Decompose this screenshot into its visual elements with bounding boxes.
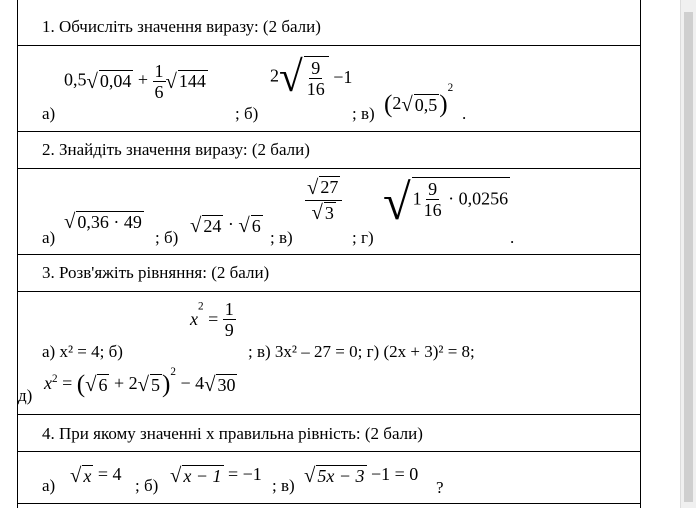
- fraction: [422, 180, 444, 219]
- task3-d-expression: [44, 366, 237, 399]
- task4-end: ?: [436, 478, 444, 497]
- row-divider: [17, 451, 641, 452]
- task4-title: 4. При якому значенні х правильна рівність: (2 бали): [42, 424, 423, 443]
- sqrt: √ 24: [190, 215, 222, 238]
- denominator: 16: [306, 79, 325, 99]
- task2-a-label: а): [42, 228, 56, 247]
- radicand: 5x − 3: [317, 465, 365, 486]
- task3-line1-rest: ; в) 3x² – 27 = 0; г) (2x + 3)² = 8;: [248, 342, 475, 361]
- operator: ·: [227, 214, 234, 234]
- task4-a-expression: [70, 464, 122, 487]
- numerator: 1: [224, 299, 234, 319]
- denominator: 6: [154, 82, 164, 102]
- operator: − 4: [180, 373, 205, 393]
- row-divider: [17, 168, 641, 169]
- exponent: 2: [447, 82, 454, 94]
- operator: =: [208, 309, 219, 329]
- sqrt: √ 5: [137, 374, 160, 397]
- sqrt: √ 5x − 3: [304, 465, 365, 488]
- task1-v-label: ; в): [352, 104, 375, 123]
- task2-title: 2. Знайдіть значення виразу: (2 бали): [42, 140, 310, 159]
- radicand: 5: [151, 374, 160, 395]
- sqrt: √ 27: [307, 176, 339, 199]
- row-divider: [17, 414, 641, 415]
- task4-b-label: ; б): [135, 476, 159, 495]
- task1-a-label: а): [42, 104, 56, 123]
- radicand: 144: [178, 71, 206, 92]
- task4-b-expression: [170, 464, 262, 487]
- operator: −1: [333, 67, 353, 88]
- radicand: 0,04: [99, 71, 132, 92]
- task3-title: 3. Розв'яжіть рівняння: (2 бали): [42, 263, 270, 282]
- radicand: 6: [251, 215, 261, 236]
- sqrt: √ 30: [204, 374, 236, 397]
- task1-end: .: [462, 104, 467, 123]
- numerator: 9: [428, 179, 438, 199]
- coefficient: 2: [392, 93, 402, 113]
- radicand: 0,5: [414, 94, 438, 115]
- task2-end: .: [510, 228, 515, 247]
- task2-a-expression: [64, 210, 144, 233]
- operator: =: [62, 373, 73, 393]
- variable: x: [190, 309, 198, 329]
- task2-g-label: ; г): [352, 228, 374, 247]
- radicand: 30: [217, 374, 236, 395]
- variable: x: [44, 373, 52, 393]
- sqrt: √ x: [70, 465, 92, 488]
- radicand: 3: [324, 202, 334, 223]
- task3-line1-start: а) x² = 4; б): [42, 342, 123, 361]
- radicand: 27: [320, 177, 339, 197]
- vertical-scrollbar[interactable]: [680, 0, 696, 508]
- product-term: · 0,0256: [448, 188, 509, 209]
- task2-b-expression: [190, 214, 263, 237]
- paren: (: [76, 370, 86, 398]
- equation-rhs: = −1: [228, 464, 262, 484]
- exponent: 2: [170, 366, 176, 378]
- fraction: [153, 62, 166, 101]
- sqrt: √ 0,04: [86, 71, 132, 94]
- paren: (: [384, 90, 393, 118]
- exponent: 2: [52, 373, 58, 385]
- sqrt: √ 1 $\frac{9}{16}$ · 0,0256: [383, 174, 509, 230]
- task1-title: 1. Обчисліть значення виразу: (2 бали): [42, 17, 321, 36]
- fraction: [223, 300, 236, 339]
- task4-v-label: ; в): [272, 476, 295, 495]
- row-divider: [17, 131, 641, 132]
- paren: ): [439, 90, 448, 118]
- denominator: 9: [224, 320, 234, 340]
- fraction: [305, 176, 342, 224]
- sqrt: √ 0,36 · 49: [64, 211, 142, 234]
- fraction: [305, 59, 327, 98]
- sqrt: √ 6: [85, 374, 108, 397]
- task2-g-expression: [383, 174, 510, 230]
- numerator: 9: [311, 58, 321, 78]
- whole-part: 1: [412, 188, 422, 209]
- operator: +: [137, 69, 149, 90]
- sqrt: √ 0,5: [401, 94, 438, 117]
- task2-v-expression: [305, 176, 342, 224]
- task1-v-expression: [384, 82, 453, 119]
- task2-v-label: ; в): [270, 228, 293, 247]
- sqrt: √ 144: [165, 71, 206, 94]
- task4-v-expression: [304, 464, 418, 487]
- radicand: 0,36 · 49: [77, 211, 142, 232]
- equation-rhs: −1 = 0: [371, 464, 419, 484]
- sqrt: √ $\frac{9}{16}$: [279, 56, 329, 99]
- radicand: x: [83, 465, 92, 486]
- sqrt: √ x − 1: [170, 465, 222, 488]
- operator: + 2: [113, 373, 138, 393]
- task1-b-expression: [270, 56, 352, 99]
- sqrt: √ 3: [311, 202, 334, 225]
- radicand: 6: [98, 374, 108, 395]
- row-divider: [17, 254, 641, 255]
- numerator: 1: [154, 61, 164, 81]
- task3-d-label: д): [18, 386, 33, 405]
- task1-b-label: ; б): [235, 104, 259, 123]
- row-divider: [17, 503, 641, 504]
- coefficient: 2: [270, 65, 279, 86]
- task4-a-label: а): [42, 476, 56, 495]
- coefficient: 0,5: [64, 69, 87, 90]
- radicand: 24: [203, 215, 222, 236]
- equation-rhs: = 4: [97, 464, 122, 484]
- denominator: 16: [423, 200, 442, 220]
- sqrt: √ 6: [238, 215, 261, 238]
- task2-b-label: ; б): [155, 228, 179, 247]
- task1-a-expression: [64, 62, 208, 101]
- exponent: 2: [198, 300, 204, 313]
- row-divider: [17, 45, 641, 46]
- row-divider: [17, 291, 641, 292]
- scrollbar-thumb[interactable]: [684, 12, 693, 502]
- radicand: x − 1: [183, 465, 222, 486]
- paren: ): [162, 370, 171, 398]
- task3-b-fraction: [190, 300, 236, 339]
